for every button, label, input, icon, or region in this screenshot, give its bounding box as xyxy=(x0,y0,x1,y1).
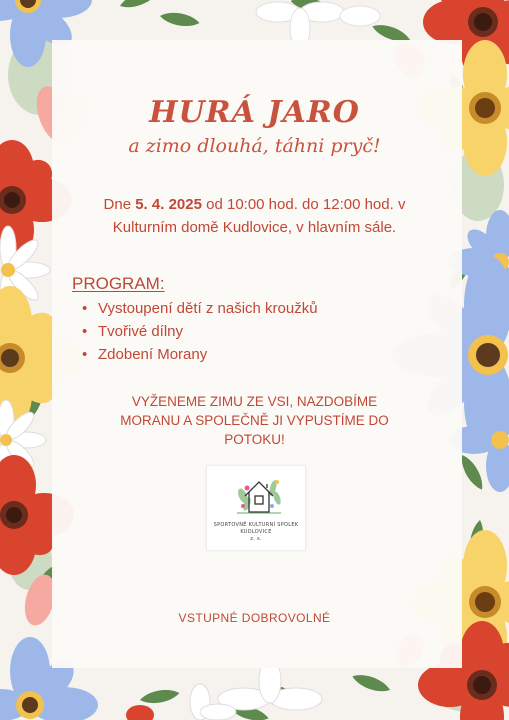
program-item: • Tvořivé dílny xyxy=(80,320,318,343)
logo-caption xyxy=(207,522,305,543)
program-item: • Vystoupení dětí z našich kroužků xyxy=(80,297,318,320)
house-logo-icon xyxy=(207,466,305,522)
logo-org-name: SPORTOVNĚ KULTURNÍ SPOLEK KUDLOVICE xyxy=(213,522,299,535)
poster-subtitle: a zimo dlouhá, táhni pryč! xyxy=(128,135,381,157)
poster-title: HURÁ JARO xyxy=(149,95,360,130)
event-prefix: Dne xyxy=(103,196,136,213)
organizer-logo xyxy=(206,465,306,551)
logo-org-suffix: z. s. xyxy=(250,536,262,542)
event-details xyxy=(82,193,427,239)
event-time-place: od 10:00 hod. do 12:00 hod. v Kulturním domě Kudlovice, v hlavním sále. xyxy=(112,196,406,236)
event-date: 5. 4. 2025 xyxy=(135,196,202,213)
program-list xyxy=(80,297,318,366)
announcement: VYŽENEME ZIMU ZE VSI, NAZDOBÍME MORANU A SPOLEČNĚ JI VYPUSTÍME DO POTOKU! xyxy=(120,394,389,447)
program-heading: PROGRAM: xyxy=(72,274,165,293)
program-item: • Zdobení Morany xyxy=(80,343,318,366)
entry-fee-note: VSTUPNÉ DOBROVOLNÉ xyxy=(178,611,331,625)
